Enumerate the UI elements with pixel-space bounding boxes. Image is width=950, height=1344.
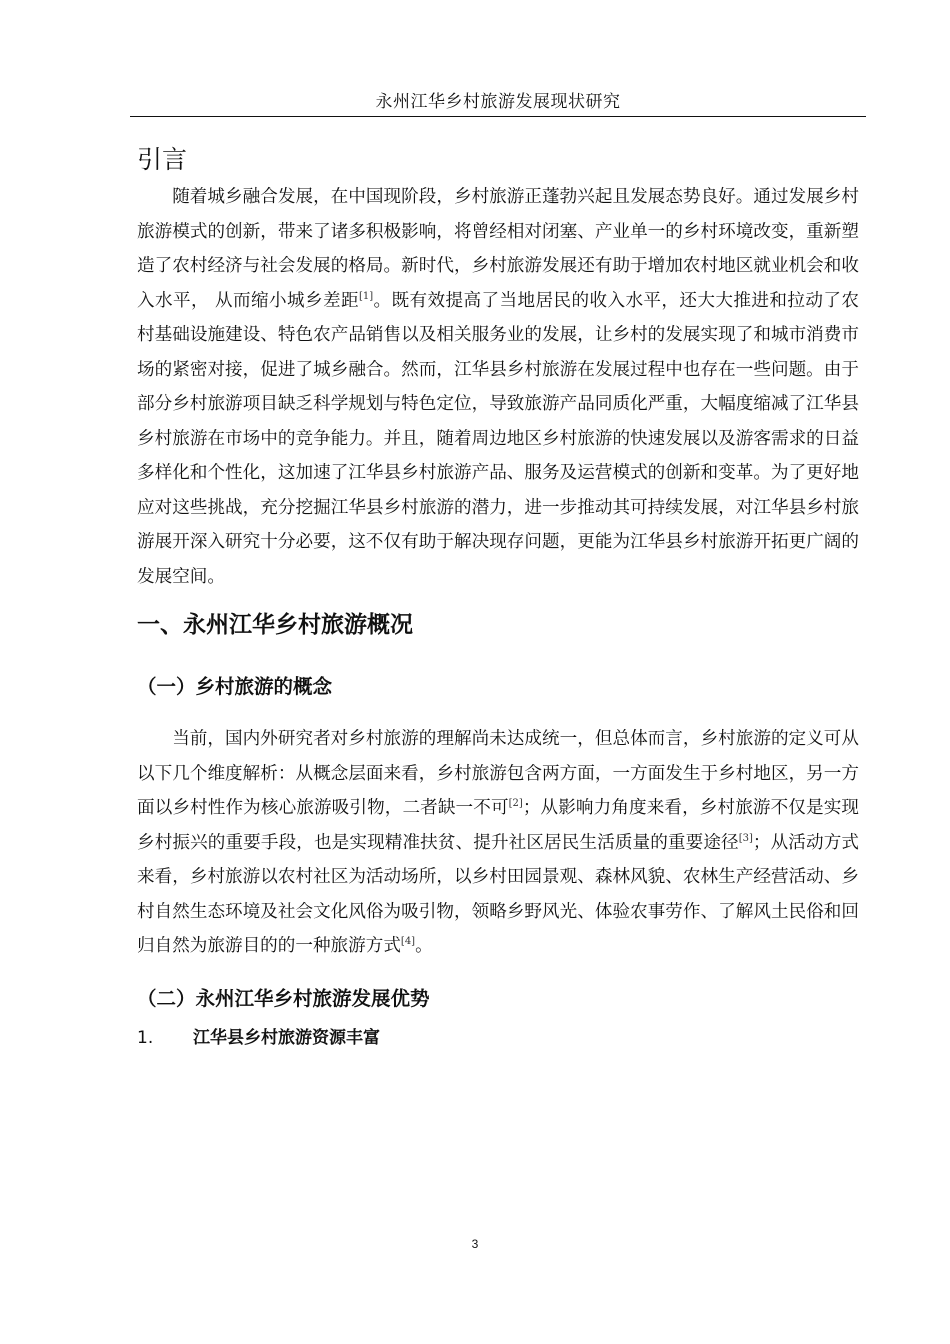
concept-text-4: 。	[415, 936, 433, 956]
running-header: 永州江华乡村旅游发展现状研究	[375, 92, 621, 112]
citation-1[interactable]: [1]	[358, 290, 374, 302]
citation-3[interactable]: [3]	[738, 832, 753, 844]
intro-paragraph	[137, 180, 859, 594]
intro-text-2: 。既有效提高了当地居民的收入水平，还大大推进和拉动了农村基础设施建设、特色农产品销售以及相关服务业的发展，让乡村的发展实现了和城市消费市场的紧密对接，促进了城乡融合。然而，江华县乡村旅游在发展过程中也存在一些问题。由于部分乡村旅游项目缺乏科学规划与特色定位，导致旅游产品同质化严重，大幅度缩减了江华县乡村旅游在市场中的竞争能力。并且，随着周边地区乡村旅游的快速发展以及游客需求的日益多样化和个性化，这加速了江华县乡村旅游产品、服务及运营模式的创新和变革。为了更好地应对这些挑战，充分挖掘江华县乡村旅游的潜力，进一步推动其可持续发展，对江华县乡村旅游展开深入研究十分必要，这不仅有助于解决现存问题，更能为江华县乡村旅游开拓更广阔的发展空间。	[137, 290, 859, 587]
intro-text-1: 随着城乡融合发展，在中国现阶段，乡村旅游正蓬勃兴起且发展态势良好。通过发展乡村旅游模式的创新，带来了诸多积极影响，将曾经相对闭塞、产业单一的乡村环境改变，重新塑造了农村经济与社会发展的格局。新时代，乡村旅游发展还有助于增加农村地区就业机会和收入水平， 从而缩小城乡差距	[137, 187, 859, 311]
concept-text-2: ；从影响力角度来看，乡村旅游不仅是实现乡村振兴的重要手段，也是实现精准扶贫、提升社区居民生活质量的重要途径	[137, 798, 859, 853]
subsection-1-heading: （一）乡村旅游的概念	[137, 675, 333, 698]
citation-2[interactable]: [2]	[508, 798, 523, 810]
list-item-heading	[137, 1024, 859, 1052]
concept-paragraph	[137, 722, 859, 964]
page-number: 3	[471, 1237, 479, 1251]
intro-heading: 引言	[137, 145, 188, 174]
concept-text-1: 当前，国内外研究者对乡村旅游的理解尚未达成统一，但总体而言，乡村旅游的定义可从以下几个维度解析：从概念层面来看，乡村旅游包含两方面，一方面发生于乡村地区，另一方面以乡村性作为核心旅游吸引物，二者缺一不可	[137, 729, 859, 818]
subsection-2-heading: （二）永州江华乡村旅游发展优势	[137, 986, 430, 1010]
list-item-number: 1.	[137, 1027, 154, 1048]
header-rule	[130, 116, 866, 117]
concept-text-3: ；从活动方式来看，乡村旅游以农村社区为活动场所，以乡村田园景观、森林风貌、农林生产经营活动、乡村自然生态环境及社会文化风俗为吸引物，领略乡野风光、体验农事劳作、了解风土民俗和回归自然为旅游目的的一种旅游方式	[137, 832, 859, 956]
citation-4[interactable]: [4]	[400, 936, 416, 948]
page-content	[137, 140, 859, 1052]
list-item-label: 江华县乡村旅游资源丰富	[193, 1027, 380, 1048]
section-1-heading: 一、永州江华乡村旅游概况	[137, 612, 413, 638]
